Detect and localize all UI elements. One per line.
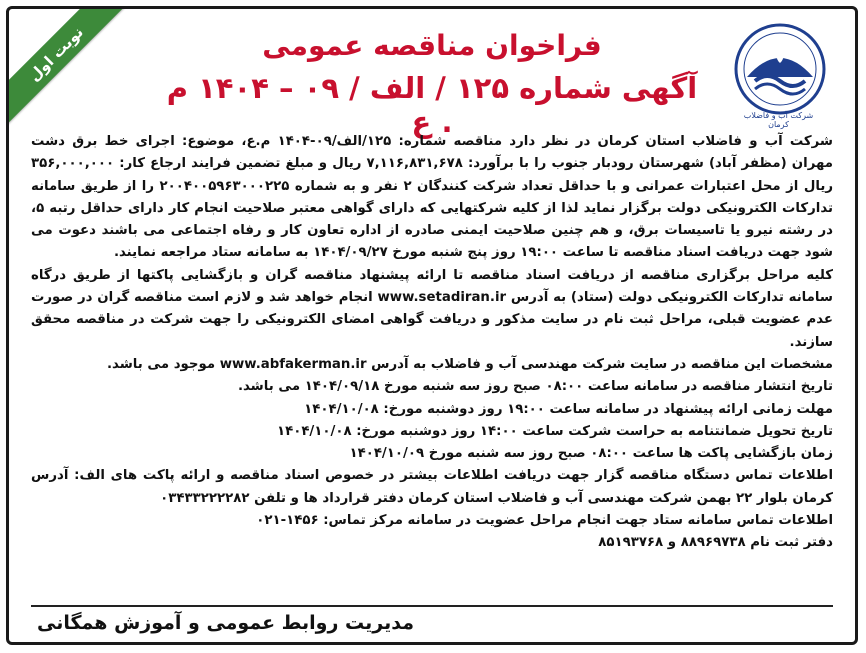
notice-number: آگهی شماره ۱۲۵ / الف / ۰۹ – ۱۴۰۴ م . ع [166, 71, 698, 139]
paragraph-tender-description: شرکت آب و فاضلاب استان کرمان در نظر دارد مناقصه شماره: ۱۲۵/الف/۰۹-۱۴۰۴ م.ع، موضوع: اجرای خط برق دشت مهران (مظفر آباد) شهرستان رودبار جنوب را با برآورد: ۷,۱۱۶,۸۳۱,۶۷۸ ریال و مبلغ تضمین فرایند ارجاع کار: ۳۵۶,۰۰۰,۰۰۰ ریال از محل اعتبارات عمرانی و با حداقل تعداد شرکت کنندگان ۲ نفر و به شماره ۲۰۰۴۰۰۵۹۶۳۰۰۰۲۲۵ را از طریق سامانه تدارکات الکترونیکی دولت برگزار نماید لذا از کلیه شرکتهایی که دارای گواهی معتبر صلاحیت انجام کار دارای حداقل رتبه ۵، در رشته نیرو یا تاسیسات برق، و هم چنین صلاحیت ایمنی صادره از اداره تعاون کار و رفاه اجتماعی می باشند دعوت می شود جهت دریافت اسناد مناقصه تا ساعت ۱۹:۰۰ روز پنج شنبه مورخ ۱۴۰۴/۰۹/۲۷ به سامانه ستاد مراجعه نمایند. [31, 134, 834, 261]
abfakerman-link[interactable]: www.abfakerman.ir [219, 356, 367, 372]
paragraph-guarantee-delivery: تاریخ تحویل ضمانتنامه به حراست شرکت ساعت ۱۴:۰۰ روز دوشنبه مورخ: ۱۴۰۴/۱۰/۰۸ [276, 423, 833, 439]
footer-signature: مدیریت روابط عمومی و آموزش همگانی [37, 612, 414, 634]
paragraph-specs-website [31, 354, 833, 376]
notice-frame [6, 6, 858, 645]
water-company-logo-icon [725, 19, 835, 124]
first-publication-ribbon: نوبت اول [6, 6, 127, 125]
specs-text-after: موجود می باشد. [107, 356, 216, 372]
notice-title: فراخوان مناقصه عمومی [262, 29, 602, 62]
setad-text-before: کلیه مراحل برگزاری مناقصه از دریافت اسناد مناقصه تا ارائه پیشنهاد مناقصه گران و بازگشایی پاکتها از طریق درگاه سامانه تدارکات الکترونیکی دولت (ستاد) به آدرس [31, 267, 833, 306]
paragraph-setad-contact: اطلاعات تماس سامانه ستاد جهت انجام مراحل عضویت در سامانه مرکز تماس: ۱۴۵۶-۰۲۱ [256, 513, 833, 529]
paragraph-contact-info: اطلاعات تماس دستگاه مناقصه گزار جهت دریافت اطلاعات بیشتر در خصوص اسناد مناقصه و ارائه پاکت های الف: آدرس کرمان بلوار ۲۲ بهمن شرکت مهندسی آب و فاضلاب استان کرمان دفتر قرارداد ها و تلفن ۰۳۴۳۳۲۲۲۲۸۲ [31, 468, 833, 506]
setadiran-link[interactable]: www.setadiran.ir [377, 290, 507, 306]
paragraph-opening-time: زمان بازگشایی پاکت ها ساعت ۰۸:۰۰ صبح روز سه شنبه مورخ ۱۴۰۴/۱۰/۰۹ [349, 446, 833, 462]
paragraph-registration-phones: دفتر ثبت نام ۸۸۹۶۹۷۳۸ و ۸۵۱۹۳۷۶۸ [598, 535, 833, 551]
paragraph-bid-deadline: مهلت زمانی ارائه پیشنهاد در سامانه ساعت ۱۹:۰۰ روز دوشنبه مورخ: ۱۴۰۴/۱۰/۰۸ [304, 401, 833, 417]
logo-caption: شرکت آب و فاضلاب کرمان [743, 111, 814, 129]
notice-body [31, 131, 833, 555]
footer-divider [31, 605, 833, 607]
specs-text-before: مشخصات این مناقصه در سایت شرکت مهندسی آب و فاضلاب به آدرس [371, 356, 833, 372]
setad-text-after: انجام خواهد شد و لازم است مناقصه گران در صورت عدم عضویت قبلی، مراحل ثبت نام در سایت مذکور و دریافت گواهی امضای الکترونیکی را جهت شرکت در مناقصه محقق سازند. [31, 290, 833, 350]
paragraph-publish-date: تاریخ انتشار مناقصه در سامانه ساعت ۰۸:۰۰ صبح روز سه شنبه مورخ ۱۴۰۴/۰۹/۱۸ می باشد. [237, 379, 833, 395]
paragraph-setad-process [31, 265, 833, 354]
